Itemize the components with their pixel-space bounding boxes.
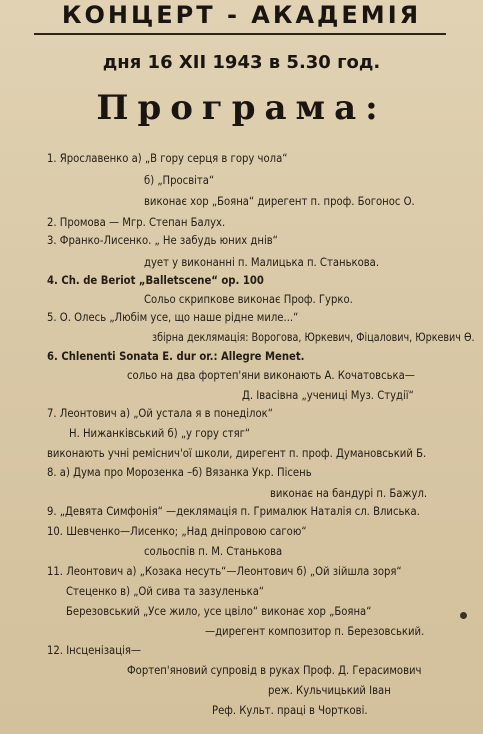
program-line-6-performer-2: Д. Івасівна „учениці Муз. Студії“ [242, 389, 414, 402]
program-line-8-performer: виконає на бандурі п. Бажул. [270, 487, 428, 500]
program-line-11-conductor: —дирегент композитор п. Березовський. [205, 625, 425, 638]
program-line-3-performer: дует у виконанні п. Малицька п. Станькова. [144, 256, 380, 269]
director-credit: реж. Кульчицький Іван [268, 684, 391, 697]
program-line-11-performer: Березовський „Усе жило, усе цвіло“ виконає хор „Бояна“ [66, 605, 372, 618]
organizer-credit: Реф. Культ. праці в Чорткові. [212, 704, 368, 717]
poster-title: КОНЦЕРТ - АКАДЕМІЯ [61, 1, 422, 29]
program-line-6: 6. Chlenenti Sonata E. dur or.: Allegre Menet. [47, 350, 305, 363]
program-line-6-performer: сольо на два фортеп'яни виконають А. Кочатовська— [127, 369, 415, 382]
program-line-7b: Н. Нижанківський б) „у гору стяг“ [69, 427, 251, 440]
program-heading: Програма: [96, 88, 387, 128]
program-line-7-performer: виконають учні реміснич'ої школи, дирегент п. проф. Думановський Б. [47, 447, 427, 460]
program-line-12: 12. Інсценізація— [47, 644, 141, 657]
program-line-5-performer: збірна деклямація: Ворогова, Юркевич, Фіцалович, Юркевич Ө. [152, 331, 475, 344]
program-line-1: 1. Ярославенко а) „В гору серця в гору чола“ [47, 152, 288, 165]
paper-spot [460, 612, 467, 619]
program-line-10-performer: сольоспів п. М. Станькова [144, 545, 283, 558]
program-line-11c: Стеценко в) „Ой сива та зазуленька“ [66, 585, 265, 598]
program-line-1b: б) „Просвіта“ [144, 174, 215, 187]
title-underline [34, 33, 446, 35]
program-line-4: 4. Ch. de Beriot „Balletscene“ ор. 100 [47, 274, 264, 287]
program-line-2: 2. Промова — Мгр. Степан Балух. [47, 216, 226, 229]
concert-date: дня 16 XII 1943 в 5.30 год. [102, 52, 381, 73]
program-line-7: 7. Леонтович а) „Ой устала я в понеділок“ [47, 407, 273, 420]
program-line-11: 11. Леонтович а) „Козака несуть“—Леонтович б) „Ой зійшла зоря“ [47, 565, 402, 578]
program-line-8: 8. а) Дума про Морозенка –б) Вязанка Укр. Пісень [47, 466, 312, 479]
program-line-9: 9. „Девята Симфонія“ —деклямація п. Грималюк Наталія сл. Влиська. [47, 505, 420, 518]
program-line-3: 3. Франко-Лисенко. „ Не забудь юних днів“ [47, 234, 278, 247]
program-line-1-performer: виконає хор „Бояна“ дирегент п. проф. Богонос О. [144, 195, 415, 208]
accompaniment-credit: Фортеп'яновий супровід в руках Проф. Д. Герасимович [127, 664, 422, 677]
program-line-5: 5. О. Олесь „Любім усе, що наше рідне миле...“ [47, 311, 299, 324]
program-line-4-performer: Сольо скрипкове виконає Проф. Гурко. [144, 293, 353, 306]
program-line-10: 10. Шевченко—Лисенко; „Над дніпровою сагою“ [47, 525, 307, 538]
